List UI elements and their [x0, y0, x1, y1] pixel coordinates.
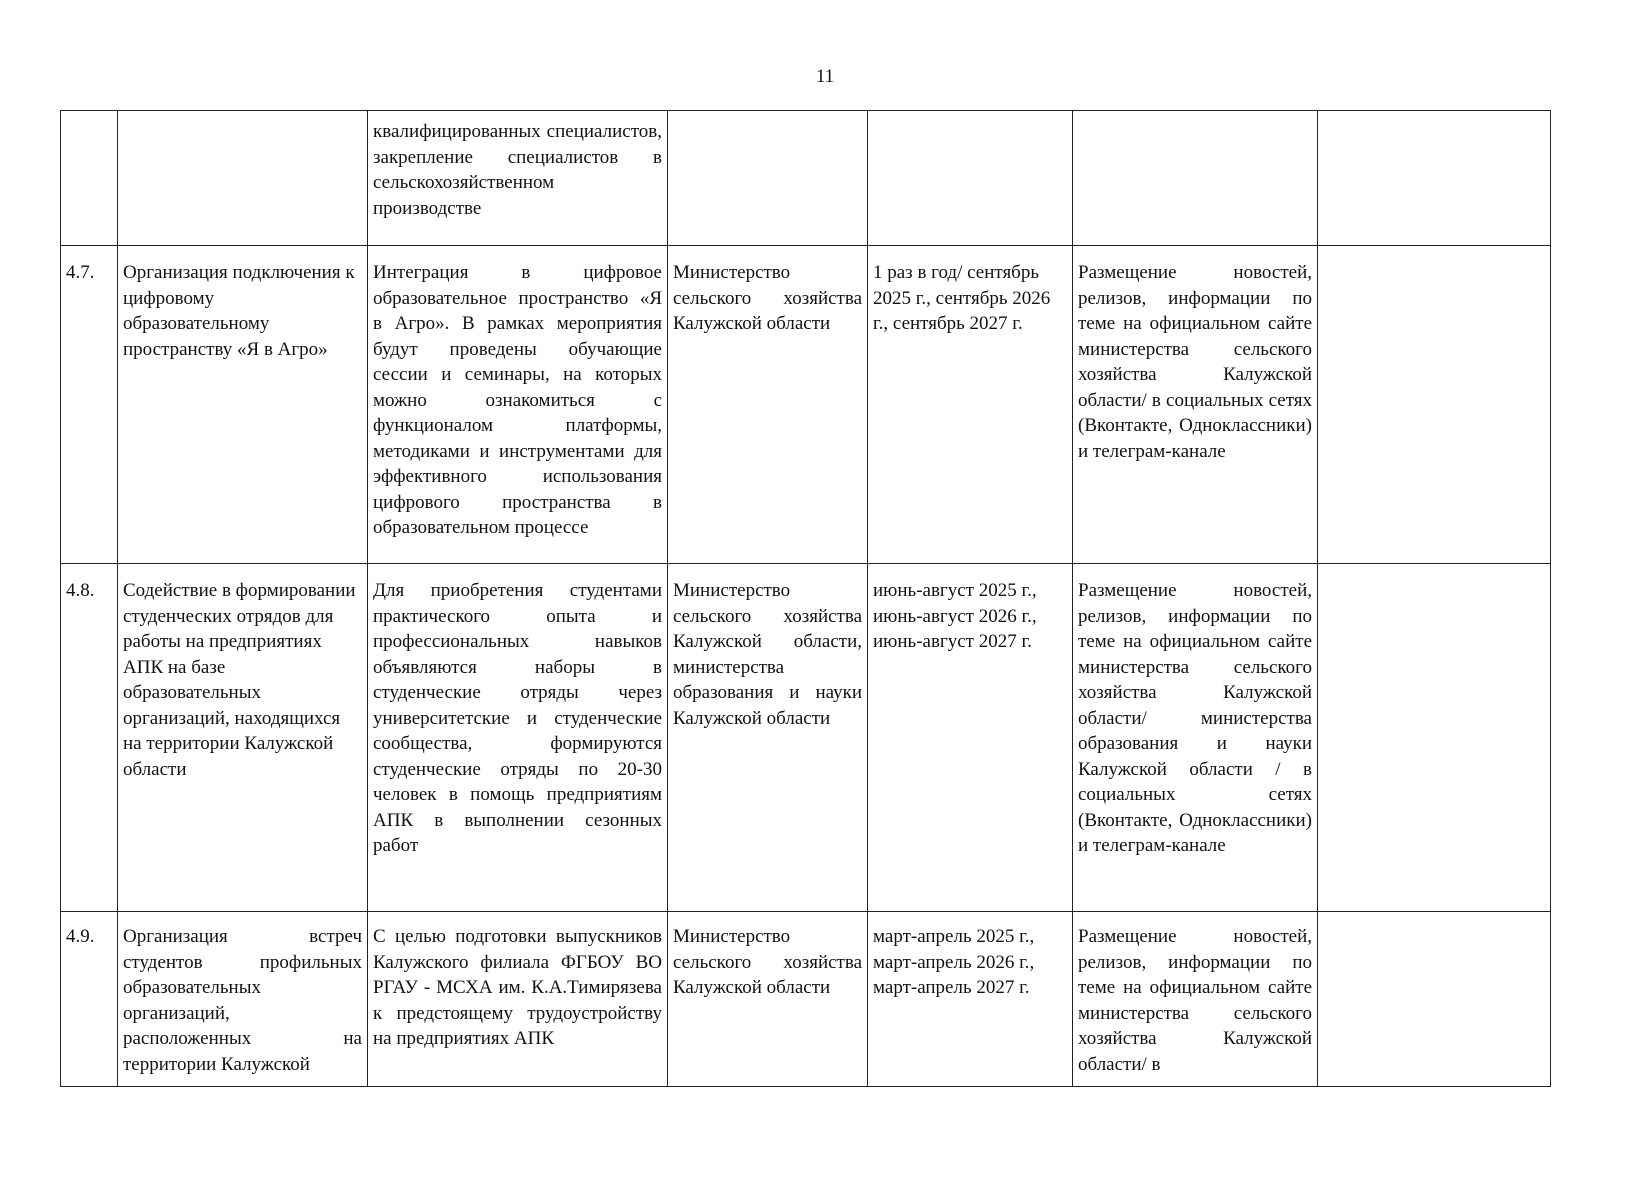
- measure-name: Организация встреч студентов профильных образовательных организаций, расположенных на территории Калужской: [118, 912, 368, 1087]
- information-support: Размещение новостей, релизов, информации по теме на официальном сайте министерства сельского хозяйства Калужской области/ министерства образования и науки Калужской области / в социальных сетях (Вконтакте, Одноклассники) и телеграм-канале: [1073, 564, 1318, 912]
- timeline: июнь-август 2025 г., июнь-август 2026 г., июнь-август 2027 г.: [868, 564, 1073, 912]
- responsible-executor: [668, 111, 868, 246]
- measure-description: Интеграция в цифровое образовательное пространство «Я в Агро». В рамках мероприятия будут проведены обучающие сессии и семинары, на которых можно ознакомиться с функционалом платформы, методиками и инструментами для эффективного использования цифрового пространства в образовательном процессе: [368, 246, 668, 564]
- timeline: [868, 111, 1073, 246]
- measures-table: [60, 110, 1551, 1087]
- table-row: [61, 564, 1551, 912]
- timeline: 1 раз в год/ сентябрь 2025 г., сентябрь 2026 г., сентябрь 2027 г.: [868, 246, 1073, 564]
- extra-column: [1318, 912, 1551, 1087]
- information-support: Размещение новостей, релизов, информации по теме на официальном сайте министерства сельского хозяйства Калужской области/ в социальных сетях (Вконтакте, Одноклассники) и телеграм-канале: [1073, 246, 1318, 564]
- row-number: 4.9.: [61, 912, 118, 1087]
- extra-column: [1318, 246, 1551, 564]
- timeline: март-апрель 2025 г., март-апрель 2026 г., март-апрель 2027 г.: [868, 912, 1073, 1087]
- row-number: 4.8.: [61, 564, 118, 912]
- page-number: 11: [815, 66, 835, 87]
- measure-name: Организация подключения к цифровому образовательному пространству «Я в Агро»: [118, 246, 368, 564]
- responsible-executor: Министерство сельского хозяйства Калужской области: [668, 246, 868, 564]
- measure-description: квалифицированных специалистов, закрепление специалистов в сельскохозяйственном производстве: [368, 111, 668, 246]
- measure-name: [118, 111, 368, 246]
- information-support: [1073, 111, 1318, 246]
- extra-column: [1318, 564, 1551, 912]
- measure-name: Содействие в формировании студенческих отрядов для работы на предприятиях АПК на базе образовательных организаций, находящихся на территории Калужской области: [118, 564, 368, 912]
- measure-description: Для приобретения студентами практического опыта и профессиональных навыков объявляются наборы в студенческие отряды через университетские и студенческие сообщества, формируются студенческие отряды по 20-30 человек в помощь предприятиям АПК в выполнении сезонных работ: [368, 564, 668, 912]
- table-row: [61, 111, 1551, 246]
- information-support: Размещение новостей, релизов, информации по теме на официальном сайте министерства сельского хозяйства Калужской области/ в: [1073, 912, 1318, 1087]
- extra-column: [1318, 111, 1551, 246]
- measure-description: С целью подготовки выпускников Калужского филиала ФГБОУ ВО РГАУ - МСХА им. К.А.Тимирязева к предстоящему трудоустройству на предприятиях АПК: [368, 912, 668, 1087]
- responsible-executor: Министерство сельского хозяйства Калужской области, министерства образования и науки Калужской области: [668, 564, 868, 912]
- row-number: [61, 111, 118, 246]
- responsible-executor: Министерство сельского хозяйства Калужской области: [668, 912, 868, 1087]
- row-number: 4.7.: [61, 246, 118, 564]
- table-row: [61, 246, 1551, 564]
- table-row: [61, 912, 1551, 1087]
